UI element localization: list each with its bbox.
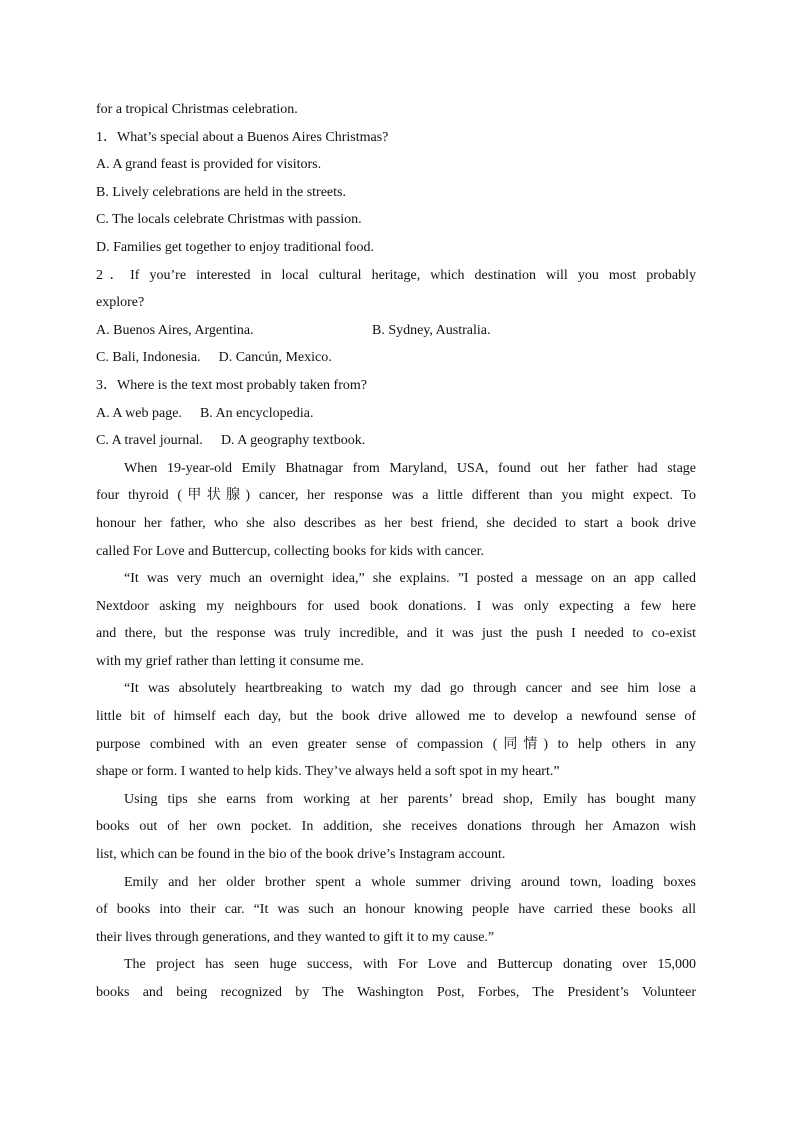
paragraph-4-line-2: books out of her own pocket. In addition, she receives donations through her Amazon wish: [96, 819, 696, 835]
paragraph-2-line-1: “It was very much an overnight idea,” she explains. ”I posted a message on an app called: [124, 571, 696, 587]
question-2-stem-line-2: explore?: [96, 295, 145, 311]
question-3-stem: 3．Where is the text most probably taken from?: [96, 377, 367, 393]
paragraph-3-line-2: little bit of himself each day, but the book drive allowed me to develop a newfound sense of: [96, 709, 696, 725]
question-3-option-d: D. A geography textbook.: [220, 433, 366, 449]
question-1-option-d: D. Families get together to enjoy traditional food.: [96, 239, 374, 255]
paragraph-6-line-2: books and being recognized by The Washington Post, Forbes, The President’s Volunteer: [96, 985, 696, 1000]
paragraph-5-line-3: their lives through generations, and they wanted to gift it to my cause.”: [96, 929, 495, 945]
question-3-option-b: B. An encyclopedia.: [199, 405, 314, 421]
paragraph-1-line-3: honour her father, who she also describes as her best friend, she decided to start a book drive: [96, 515, 696, 531]
question-3-options-row-1: [96, 400, 696, 428]
paragraph-3-line-1: “It was absolutely heartbreaking to watch my dad go through cancer and see him lose a: [124, 681, 696, 697]
paragraph-6-line-1: The project has seen huge success, with For Love and Buttercup donating over 15,000: [124, 957, 696, 973]
question-1-option-a: A. A grand feast is provided for visitors.: [96, 157, 322, 173]
question-2-option-a: A. Buenos Aires, Argentina.: [96, 322, 254, 338]
paragraph-5-line-1: Emily and her older brother spent a whole summer driving around town, loading boxes: [124, 874, 696, 890]
paragraph-3-line-4: shape or form. I wanted to help kids. They’ve always held a soft spot in my heart.”: [96, 764, 560, 780]
question-2-options-row-2: [96, 344, 696, 372]
paragraph-5-line-2: of books into their car. “It was such an honour knowing people have carried these books all: [96, 902, 696, 918]
question-3-option-c: C. A travel journal.: [96, 433, 203, 449]
question-2-option-c: C. Bali, Indonesia.: [96, 350, 201, 366]
previous-passage-tail: for a tropical Christmas celebration.: [96, 102, 298, 117]
question-2-option-b: B. Sydney, Australia.: [372, 322, 491, 338]
paragraph-4-line-1: Using tips she earns from working at her parents’ bread shop, Emily has bought many: [124, 791, 696, 807]
question-1-option-b: B. Lively celebrations are held in the streets.: [96, 184, 346, 200]
paragraph-1-line-4: called For Love and Buttercup, collecting books for kids with cancer.: [96, 543, 485, 559]
question-2-option-d: D. Cancún, Mexico.: [218, 350, 332, 366]
question-1-stem: 1．What’s special about a Buenos Aires Christmas?: [96, 129, 389, 145]
document-page: [96, 96, 696, 1007]
paragraph-1-line-1: When 19-year-old Emily Bhatnagar from Maryland, USA, found out her father had stage: [124, 460, 696, 476]
question-1-option-c: C. The locals celebrate Christmas with passion.: [96, 212, 362, 228]
question-2-options-row-1: [96, 317, 696, 345]
paragraph-4-line-3: list, which can be found in the bio of the book drive’s Instagram account.: [96, 847, 506, 863]
question-3-option-a: A. A web page.: [96, 405, 182, 421]
paragraph-3-line-3: purpose combined with an even greater sense of compassion (同情) to help others in any: [96, 736, 696, 752]
paragraph-1-line-2: four thyroid (甲状腺) cancer, her response was a little different than you might expect. To: [96, 488, 696, 504]
question-3-options-row-2: [96, 427, 696, 455]
paragraph-2-line-4: with my grief rather than letting it consume me.: [96, 653, 364, 669]
paragraph-2-line-2: Nextdoor asking my neighbours for used book donations. I was only expecting a few here: [96, 598, 696, 614]
paragraph-2-line-3: and there, but the response was truly incredible, and it was just the push I needed to co-exist: [96, 626, 696, 642]
question-2-stem-line-1: 2．If you’re interested in local cultural heritage, which destination will you most probably: [96, 267, 696, 283]
